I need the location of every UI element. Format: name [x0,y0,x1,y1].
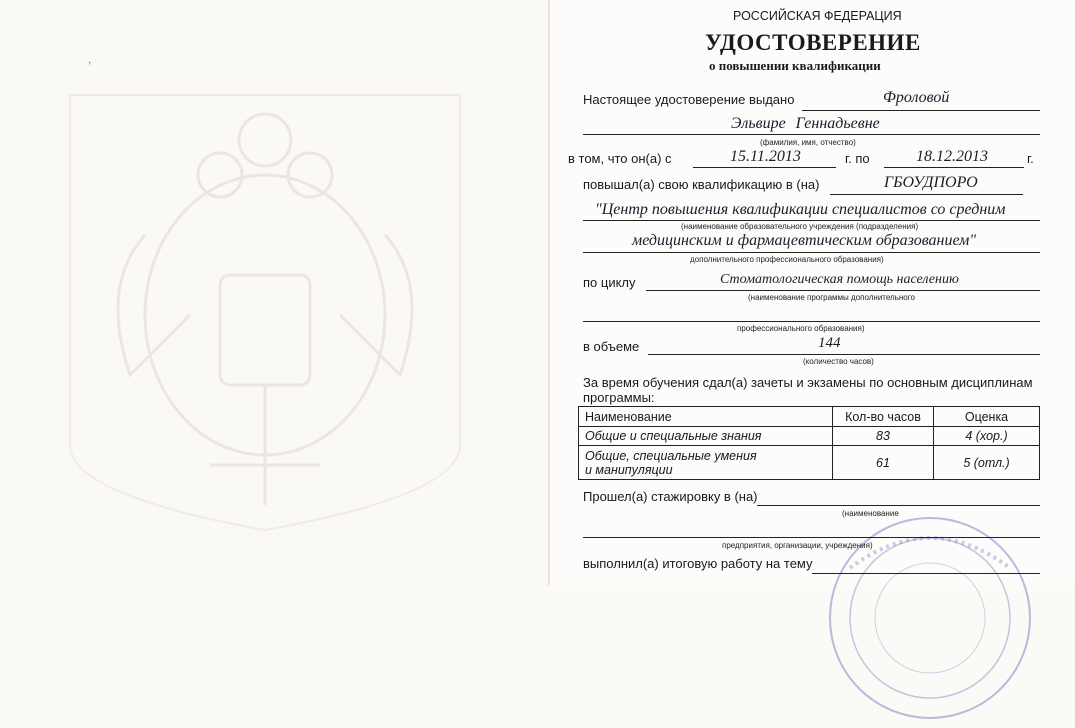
header-grade: Оценка [934,407,1040,427]
final-work-line [812,573,1040,574]
table-header-row [579,407,1040,427]
fio-line [583,134,1040,135]
internship-caption-1: (наименование [842,509,899,518]
left-page [0,0,548,585]
period-to-value: 18.12.2013 [916,148,988,165]
institution-label: повышал(а) свою квалификацию в (на) [583,177,820,192]
cycle-line-2 [583,321,1040,322]
row-grade: 5 (отл.) [934,446,1040,480]
internship-caption-2: предприятия, организации, учреждения) [722,541,873,550]
row-name: Общие и специальные знания [579,427,833,446]
cycle-label: по циклу [583,275,636,290]
row-name-line-1: Общие, специальные умения [585,448,757,463]
institution-line-1 [583,220,1040,221]
header-name: Наименование [579,407,833,427]
issued-line [802,110,1040,111]
volume-line [648,354,1040,355]
institution-name-1: "Центр повышения квалификации специалистов со средним [595,201,1006,218]
institution-name-2: медицинским и фармацевтическим образованием" [632,232,977,249]
country-heading: РОССИЙСКАЯ ФЕДЕРАЦИЯ [733,9,902,23]
internship-line [757,505,1040,506]
period-from-line [693,167,836,168]
coat-of-arms-watermark [60,85,470,535]
document-title: УДОСТОВЕРЕНИЕ [705,30,921,55]
final-work-label: выполнил(а) итоговую работу на тему [583,556,813,571]
header-hours: Кол-во часов [833,407,934,427]
period-year-suffix: г. [1027,151,1034,166]
cycle-caption-1: (наименование программы дополнительного [748,293,915,302]
institution-caption-2: дополнительного профессионального образования) [690,255,884,264]
cycle-caption-2: профессионального образования) [737,324,865,333]
table-row [579,427,1040,446]
volume-value: 144 [818,335,841,351]
exams-intro-line-2: программы: [583,390,655,405]
institution-line-2 [583,252,1040,253]
cycle-value: Стоматологическая помощь населению [720,272,959,287]
volume-label: в объеме [583,339,640,354]
exams-table [578,406,1040,480]
exams-intro-line-1: За время обучения сдал(а) зачеты и экзамены по основным дисциплинам [583,375,1033,390]
period-to-line [884,167,1024,168]
institution-short-value: ГБОУДПОРО [884,174,978,191]
internship-line-2 [583,537,1040,538]
institution-short-line [830,194,1023,195]
institution-caption-1: (наименование образовательного учреждения (подразделения) [681,222,919,231]
period-to-label: г. по [845,151,870,166]
row-grade: 4 (хор.) [934,427,1040,446]
internship-label: Прошел(а) стажировку в (на) [583,489,758,504]
document-subtitle: о повышении квалификации [709,58,881,73]
surname-value: Фроловой [883,89,950,106]
fio-caption: (фамилия, имя, отчество) [760,138,856,147]
table-row [579,446,1040,480]
row-name [579,446,833,480]
name-patronymic-value: Эльвире Геннадьевне [731,115,880,132]
row-name-line-2: и манипуляции [585,462,673,477]
cycle-line [646,290,1040,291]
row-hours: 61 [833,446,934,480]
period-from-value: 15.11.2013 [730,148,801,165]
mark: , [88,52,92,66]
period-from-label: в том, что он(а) с [568,151,672,166]
row-hours: 83 [833,427,934,446]
issued-label: Настоящее удостоверение выдано [583,92,795,107]
volume-caption: (количество часов) [803,357,874,366]
